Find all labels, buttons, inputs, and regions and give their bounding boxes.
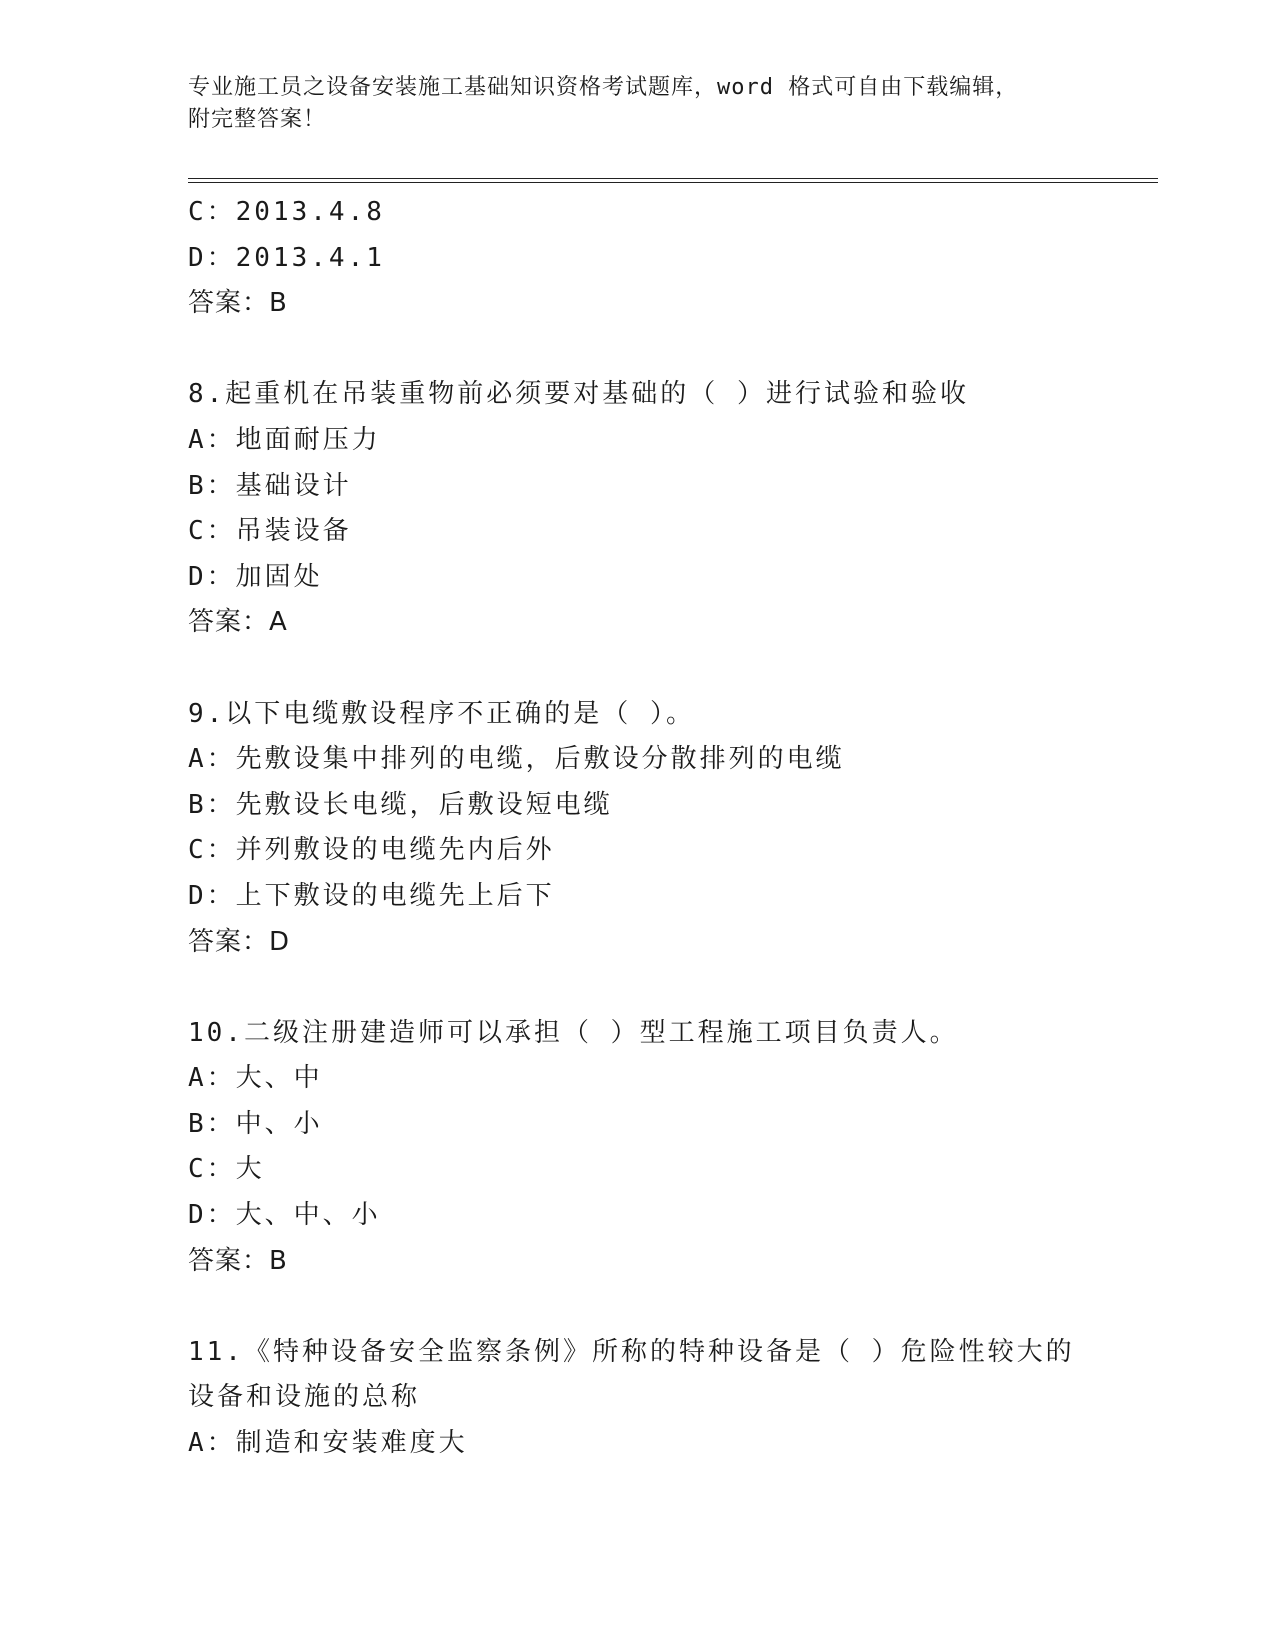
answer-line: 答案：B <box>188 1245 288 1276</box>
document-header <box>188 72 1088 136</box>
option-c: C：大 <box>188 1154 265 1185</box>
spacer <box>188 1284 1108 1330</box>
option-d: D：大、中、小 <box>188 1200 381 1231</box>
header-line-1: 专业施工员之设备安装施工基础知识资格考试题库，word 格式可自由下载编辑， <box>188 75 1019 100</box>
question-list <box>188 190 1108 1467</box>
option-b: B：基础设计 <box>188 470 352 501</box>
question-7-partial <box>188 190 1108 327</box>
header-line-2: 附完整答案！ <box>188 107 327 132</box>
option-c: C：2013.4.8 <box>188 197 385 227</box>
answer-line: 答案：D <box>188 926 291 957</box>
header-divider <box>188 178 1158 183</box>
answer-line: 答案：B <box>188 288 288 319</box>
question-10 <box>188 1011 1108 1285</box>
question-stem: 8.起重机在吊装重物前必须要对基础的（ ）进行试验和验收 <box>188 379 969 410</box>
question-9 <box>188 692 1108 966</box>
option-a: A：先敷设集中排列的电缆，后敷设分散排列的电缆 <box>188 744 845 775</box>
question-stem: 9.以下电缆敷设程序不正确的是（ ）。 <box>188 698 695 729</box>
spacer <box>188 327 1108 373</box>
question-stem-line-2: 设备和设施的总称 <box>188 1382 421 1413</box>
option-a: A：大、中 <box>188 1063 323 1094</box>
question-stem-line-1: 11.《特种设备安全监察条例》所称的特种设备是（ ）危险性较大的 <box>188 1336 1075 1367</box>
option-a: A：地面耐压力 <box>188 424 381 455</box>
option-b: B：中、小 <box>188 1108 323 1139</box>
option-d: D：2013.4.1 <box>188 242 385 273</box>
option-d: D：加固处 <box>188 561 323 592</box>
spacer <box>188 646 1108 692</box>
question-stem: 10.二级注册建造师可以承担（ ）型工程施工项目负责人。 <box>188 1017 959 1048</box>
question-8 <box>188 372 1108 646</box>
option-c: C：吊装设备 <box>188 516 352 547</box>
option-b: B：先敷设长电缆，后敷设短电缆 <box>188 789 613 820</box>
answer-line: 答案：A <box>188 607 288 638</box>
option-a: A：制造和安装难度大 <box>188 1428 468 1459</box>
spacer <box>188 965 1108 1011</box>
option-c: C：并列敷设的电缆先内后外 <box>188 835 555 866</box>
option-d: D：上下敷设的电缆先上后下 <box>188 880 555 911</box>
question-11 <box>188 1330 1108 1467</box>
